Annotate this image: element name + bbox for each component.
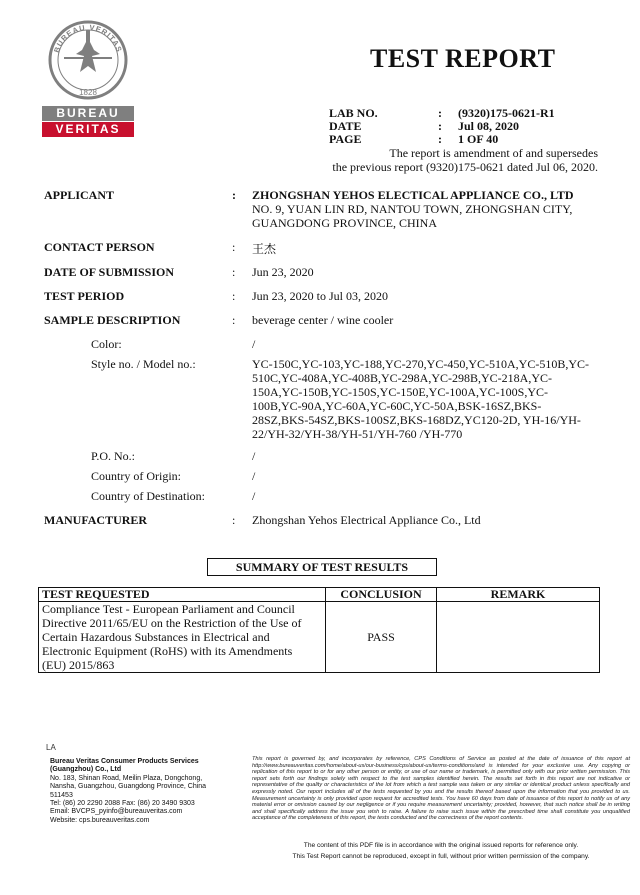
style-line: 510C,YC-408A,YC-408B,YC-298A,YC-298B,YC-218A,YC- bbox=[252, 371, 553, 385]
page-value: 1 OF 40 bbox=[458, 132, 499, 146]
submission-colon: : bbox=[232, 265, 236, 279]
col-test-requested: TEST REQUESTED bbox=[39, 588, 326, 602]
date-colon: : bbox=[438, 119, 442, 133]
logo-seal-icon bbox=[42, 20, 134, 104]
test-line: Electronic Equipment (RoHS) with its Amendments bbox=[42, 644, 293, 658]
manufacturer-colon: : bbox=[232, 513, 236, 527]
email-line: Email: BVCPS_pyinfo@bureauveritas.com bbox=[50, 808, 183, 816]
test-period-colon: : bbox=[232, 289, 236, 303]
origin-label: Country of Origin: bbox=[91, 469, 181, 483]
page-label: PAGE bbox=[329, 132, 362, 146]
style-line: 28SZ,BKS-54SZ,BKS-100SZ,BKS-168DZ,YC120-2D, YH-16/YH- bbox=[252, 413, 581, 427]
pdf-note-2: This Test Report cannot be reproduced, except in full, without prior written permission of the company. bbox=[292, 853, 590, 860]
style-line: 22/YH-32/YH-38/YH-51/YH-760 /YH-770 bbox=[252, 427, 463, 441]
test-line: (EU) 2015/863 bbox=[42, 658, 115, 672]
company-name-line-2: (Guangzhou) Co., Ltd bbox=[50, 766, 122, 774]
disclaimer-text: This report is governed by, and incorporates by reference, CPS Conditions of Service as posted at the date of issuance of this report at http://www.bureauveritas.com/home/about-us/our-business/cps/about-us/terms-conditions/and is intended for your exclusive use. Any copying or replication of this report to or for any other person or entity, or use of our name or trademark, is permitted only with our prior written permission. This report sets forth our findings solely with respect to the test samples identified herein. The results set forth in this report are not indicative or representative of the quality or characteristics of the lot from which a test sample was taken or any similar or identical product unless specifically and expressly noted. Our report includes all of the tests requested by you and the results thereof based upon the information that you provided to us. Measurement uncertainty is only provided upon request for accredited tests. You have 60 days from date of issuance of this report to notify us of any material error or omission caused by our negligence or if you require measurement uncertainty; provided, however, that such notice shall be in writing and shall specifically address the issue you wish to raise. A failure to raise such issue within the prescribed time shall constitute you unqualified acceptance of the completeness of this report, the tests conducted and the correctness of the report contents. bbox=[252, 756, 630, 822]
po-label: P.O. No.: bbox=[91, 449, 136, 463]
applicant-address-2: GUANGDONG PROVINCE, CHINA bbox=[252, 216, 437, 230]
date-value: Jul 08, 2020 bbox=[458, 119, 520, 133]
col-remark: REMARK bbox=[437, 588, 600, 602]
page-colon: : bbox=[438, 132, 442, 146]
style-line: YC-150C,YC-103,YC-188,YC-270,YC-450,YC-510A,YC-510B,YC- bbox=[252, 357, 590, 371]
logo-band-bottom: VERITAS bbox=[42, 122, 134, 137]
style-label: Style no. / Model no.: bbox=[91, 357, 196, 371]
contact-colon: : bbox=[232, 240, 236, 254]
destination-value: / bbox=[252, 489, 256, 503]
amendment-line-2: the previous report (9320)175-0621 dated Jul 06, 2020. bbox=[332, 160, 598, 174]
pdf-note-block bbox=[252, 842, 630, 861]
style-line: 150A,YC-150B,YC-150S,YC-150E,YC-100A,YC-100S,YC- bbox=[252, 385, 549, 399]
col-conclusion: CONCLUSION bbox=[326, 588, 437, 602]
submission-value: Jun 23, 2020 bbox=[252, 265, 314, 279]
test-line: Compliance Test - European Parliament and Council bbox=[42, 602, 295, 616]
applicant-label: APPLICANT bbox=[44, 188, 115, 202]
origin-value: / bbox=[252, 469, 256, 483]
bureau-veritas-logo bbox=[42, 20, 142, 136]
po-value: / bbox=[252, 449, 256, 463]
company-block bbox=[50, 758, 245, 825]
pdf-note-1: The content of this PDF file is in accordance with the original issued reports for reference only. bbox=[303, 842, 579, 849]
test-period-label: TEST PERIOD bbox=[44, 289, 125, 303]
address-line: No. 183, Shinan Road, Meilin Plaza, Dongchong, bbox=[50, 774, 203, 782]
conclusion-cell: PASS bbox=[326, 602, 437, 673]
style-line: 100B,YC-90A,YC-60A,YC-60C,YC-50A,BSK-16SZ,BKS- bbox=[252, 399, 542, 413]
lab-no-value: (9320)175-0621-R1 bbox=[458, 106, 555, 120]
style-value bbox=[252, 357, 589, 441]
table-row bbox=[39, 602, 600, 673]
address-line: 511453 bbox=[50, 791, 73, 799]
sample-label: SAMPLE DESCRIPTION bbox=[44, 313, 181, 327]
address-line: Nansha, Guangzhou, Guangdong Province, China bbox=[50, 783, 207, 791]
applicant-colon: : bbox=[232, 188, 236, 202]
contact-value: 王杰 bbox=[252, 242, 277, 256]
logo-top-text: BUREAU VERITAS bbox=[52, 22, 124, 54]
amendment-line-1: The report is amendment of and supersedes bbox=[389, 146, 598, 160]
test-line: Certain Hazardous Substances in Electrical and bbox=[42, 630, 270, 644]
company-name-line-1: Bureau Veritas Consumer Products Services bbox=[50, 758, 199, 765]
address-line: Tel: (86) 20 2290 2088 Fax: (86) 20 3490 9303 bbox=[50, 800, 195, 808]
results-header-row bbox=[39, 588, 600, 602]
test-requested-cell bbox=[39, 602, 326, 673]
lab-no-label: LAB NO. bbox=[329, 106, 378, 120]
initials: LA bbox=[46, 743, 56, 752]
applicant-name: ZHONGSHAN YEHOS ELECTICAL APPLIANCE CO., LTD bbox=[252, 188, 574, 202]
date-label: DATE bbox=[329, 119, 362, 133]
submission-label: DATE OF SUBMISSION bbox=[44, 265, 175, 279]
manufacturer-label: MANUFACTURER bbox=[44, 513, 148, 527]
remark-cell bbox=[437, 602, 600, 673]
report-title: TEST REPORT bbox=[370, 44, 556, 73]
manufacturer-value: Zhongshan Yehos Electrical Appliance Co., Ltd bbox=[252, 513, 481, 527]
color-value: / bbox=[252, 337, 256, 351]
sample-value: beverage center / wine cooler bbox=[252, 313, 394, 327]
destination-label: Country of Destination: bbox=[91, 489, 205, 503]
results-table bbox=[38, 587, 600, 673]
sample-colon: : bbox=[232, 313, 236, 327]
color-label: Color: bbox=[91, 337, 122, 351]
lab-no-colon: : bbox=[438, 106, 442, 120]
applicant-address-1: NO. 9, YUAN LIN RD, NANTOU TOWN, ZHONGSHAN CITY, bbox=[252, 202, 573, 216]
logo-year: 1828 bbox=[79, 88, 97, 97]
test-line: Directive 2011/65/EU on the Restriction of the Use of bbox=[42, 616, 302, 630]
summary-title: SUMMARY OF TEST RESULTS bbox=[207, 558, 437, 576]
test-period-value: Jun 23, 2020 to Jul 03, 2020 bbox=[252, 289, 389, 303]
website-line: Website: cps.bureauveritas.com bbox=[50, 816, 150, 824]
contact-label: CONTACT PERSON bbox=[44, 240, 155, 254]
logo-band-top: BUREAU bbox=[42, 106, 134, 121]
